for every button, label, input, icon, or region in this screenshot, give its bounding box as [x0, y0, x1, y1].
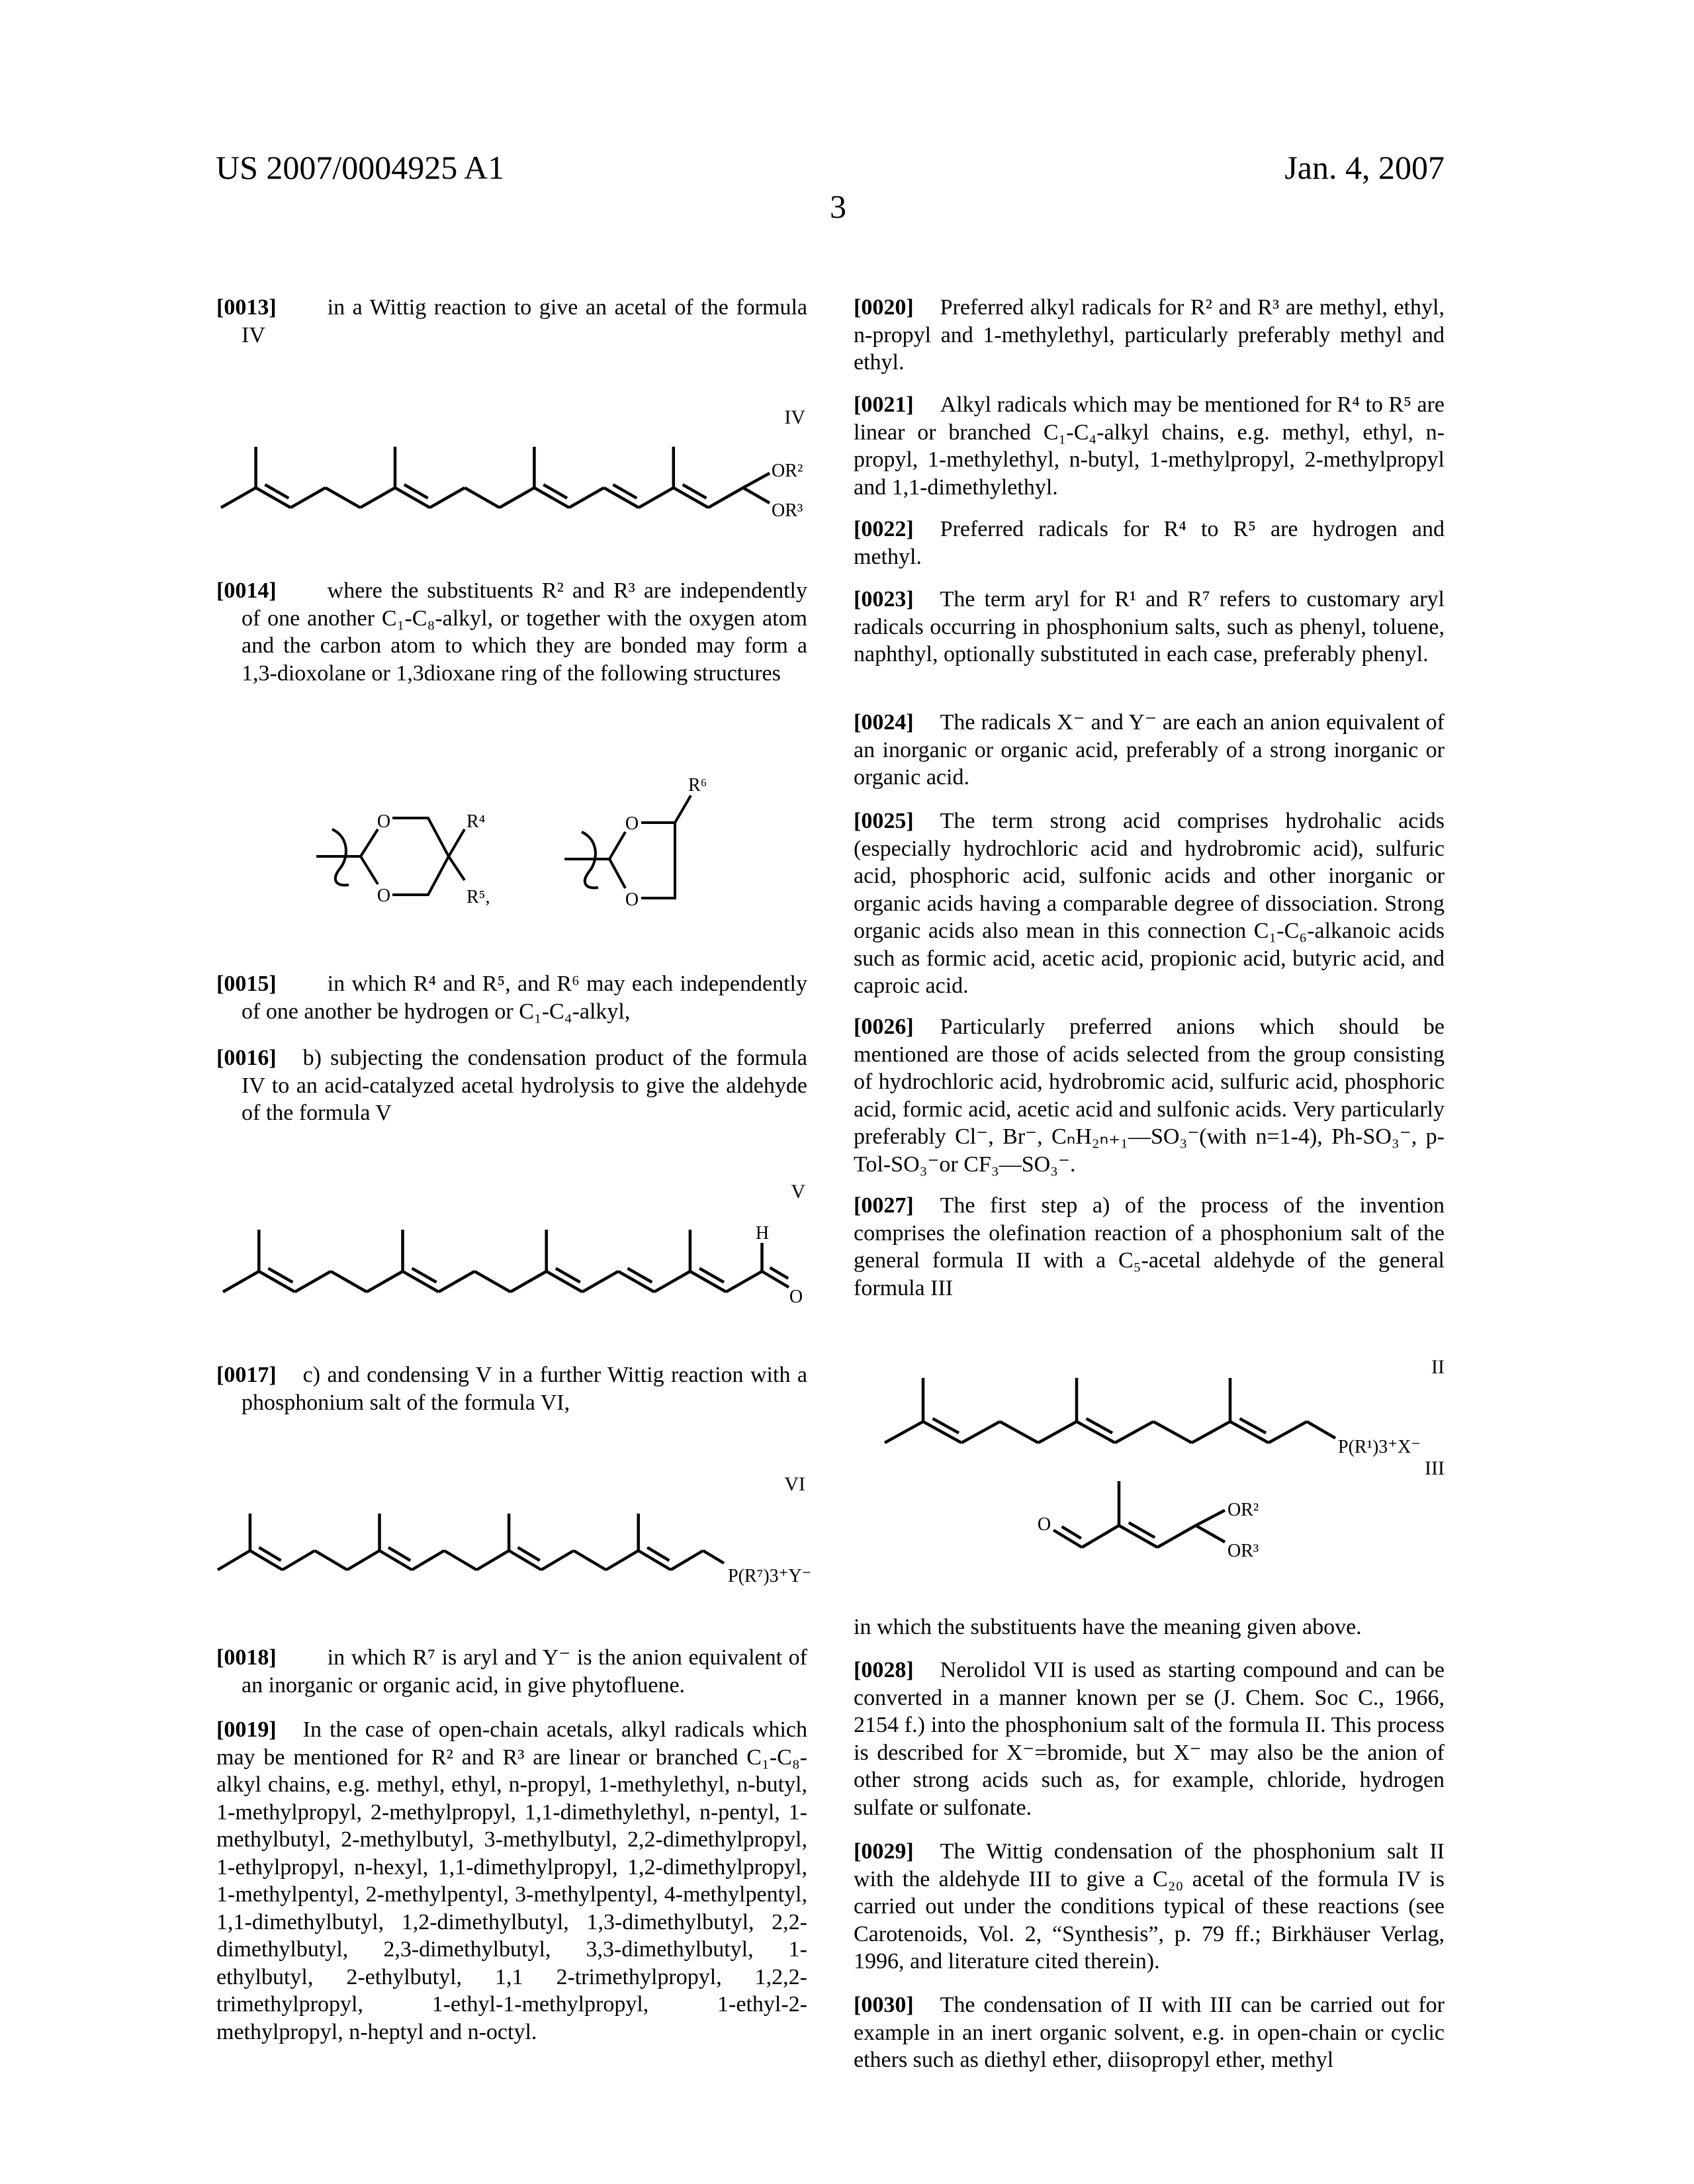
double-bond-line [770, 1267, 789, 1278]
bond [444, 1551, 476, 1570]
substituent-r5: R⁵, [467, 887, 490, 907]
formula-label-iii: III [1425, 1457, 1445, 1479]
paragraph-number: [0024] [854, 710, 914, 735]
structure-formula-iv [221, 447, 770, 508]
dioxolane-ring [609, 796, 691, 898]
bond [430, 488, 465, 508]
phosphonium-group: P(R⁷)3⁺Y⁻ [728, 1566, 811, 1586]
paragraph-text: b) subjecting the condensation product of the formula IV to an acid-catalyzed acetal hydrolysis to give the aldehyde of the formula V [242, 1046, 807, 1125]
bond [223, 1271, 259, 1292]
formula-label-vi: VI [784, 1473, 805, 1495]
paragraph-text: The condensation of II with III can be carried out for example in an inert organic solvent, e.g. in open-chain or cyclic ethers such as diethyl ether, diisopropyl ether, methyl [854, 1993, 1445, 2072]
double-bond-line [683, 484, 707, 498]
paragraph-number: [0014] [216, 578, 277, 603]
bond [218, 1551, 250, 1570]
bond [708, 488, 743, 508]
bond [1307, 1422, 1335, 1438]
formula-label-iv: IV [784, 406, 805, 428]
bond [500, 488, 535, 508]
atom-oxygen: O [625, 889, 639, 910]
atom-hydrogen: H [756, 1223, 769, 1244]
bond [1038, 1422, 1077, 1443]
double-bond-line [627, 1268, 652, 1282]
bond [743, 473, 770, 488]
bond [259, 1271, 294, 1292]
double-bond-line [518, 1547, 540, 1561]
substituent-r6: R⁶ [688, 775, 707, 796]
paragraph-text: The Wittig condensation of the phosphonium salt II with the aldehyde III to give a C₂₀ acetal of the formula IV is carried out under the conditions typical of these reactions (see Carotenoids, Vol. 2, “Synthesis”, p. 79 ff.; Birkhäuser Verlag, 1996, and literature cited therein). [854, 1839, 1445, 1974]
bond [569, 488, 604, 508]
double-bond-line [1087, 1418, 1112, 1433]
paragraph-text: in a Wittig reaction to give an acetal of the formula IV [242, 295, 807, 347]
bond [221, 488, 256, 508]
double-bond-line [388, 1547, 410, 1561]
bond [1115, 1422, 1153, 1443]
paragraph-number: [0016] [216, 1046, 277, 1070]
bond [403, 1271, 439, 1292]
formula-label-v: V [791, 1181, 805, 1203]
structure-formula-iii [1053, 1481, 1225, 1547]
paragraph-0024 [854, 709, 1445, 792]
substituent-or3: OR³ [1227, 1541, 1259, 1561]
paragraph-number: [0017] [216, 1363, 277, 1387]
bond [1157, 1525, 1196, 1547]
paragraph-0016 [216, 1044, 807, 1127]
paragraph-text: Alkyl radicals which may be mentioned for R⁴ to R⁵ are linear or branched C₁-C₄-alkyl chains, e.g. methyl, ethyl, n-propyl, 1-methylethyl, n-butyl, 1-methylpropyl, 2-methylpropyl and 1,1-dimethylethyl. [854, 392, 1445, 500]
paragraph-text: in which the substituents have the meaning given above. [854, 1615, 1362, 1639]
bond [1196, 1525, 1225, 1542]
paragraph-text: Particularly preferred anions which should be mentioned are those of acids selected from the group consisting of hydrochloric acid, hydrobromic acid, sulfuric acid, phosphoric acid, formic acid, acetic acid and sulfonic acids. Very particularly preferably Cl⁻, Br⁻, CₙH₂ₙ₊₁—SO₃⁻(with n=1-4), Ph-SO₃⁻, p-Tol-SO₃⁻or CF₃—SO₃⁻. [854, 1015, 1445, 1177]
double-bond-line [412, 1268, 437, 1282]
bond [639, 488, 674, 508]
bond [331, 1271, 367, 1292]
bond [885, 1422, 923, 1443]
bond [283, 1551, 315, 1570]
paragraph-number: [0027] [854, 1193, 914, 1218]
double-bond-line [1240, 1418, 1266, 1433]
paragraph-number: [0015] [216, 972, 277, 996]
bond [923, 1422, 961, 1443]
paragraph-continuation [854, 1614, 1445, 1641]
substituent-or2: OR² [772, 461, 803, 481]
wavy-bond-icon [316, 829, 361, 885]
bond [604, 488, 639, 508]
bond [412, 1551, 444, 1570]
page-number: 3 [830, 187, 846, 226]
bond [639, 1551, 671, 1570]
bond [295, 1271, 331, 1292]
publication-date: Jan. 4, 2007 [1284, 148, 1445, 187]
publication-number: US 2007/0004925 A1 [216, 148, 504, 187]
atom-oxygen: O [1038, 1514, 1051, 1535]
paragraph-text: In the case of open-chain acetals, alkyl radicals which may be mentioned for R² and R³ are linear or branched C₁-C₈-alkyl chains, e.g. methyl, ethyl, n-propyl, 1-methylethyl, n-butyl, 1-methylpropyl, 2-methylpropyl, 1,1-dimethylethyl, n-pentyl, 1-methylbutyl, 2-methylbutyl, 3-methylbutyl, 2,2-dimethylpropyl, 1-ethylpropyl, n-hexyl, 1,1-dimethylpropyl, 1,2-dimethylpropyl, 1-methylpentyl, 2-methylpentyl, 3-methylpentyl, 4-methylpentyl, 1,1-dimethylbutyl, 1,2-dimethylbutyl, 1,3-dimethylbutyl, 2,2-dimethylbutyl, 2,3-dimethylbutyl, 3,3-dimethylbutyl, 1-ethylbutyl, 2-ethylbutyl, 1,1 2-trimethylpropyl, 1,2,2-trimethylpropyl, 1-ethyl-1-methylpropyl, 1-ethyl-2-methylpropyl, n-heptyl and n-octyl. [216, 1717, 807, 2044]
paragraph-text: in which R⁴ and R⁵, and R⁶ may each independently of one another be hydrogen or C₁-C₄-alkyl, [242, 972, 807, 1024]
atom-oxygen: O [377, 886, 390, 906]
paragraph-number: [0021] [854, 392, 914, 417]
bond [315, 1551, 347, 1570]
bond [367, 1271, 402, 1292]
carbonyl-bond [1053, 1530, 1082, 1547]
paragraph-text: Preferred radicals for R⁴ to R⁵ are hydrogen and methyl. [854, 517, 1445, 569]
double-bond-line [265, 484, 289, 498]
bond [465, 488, 500, 508]
double-bond-line [699, 1268, 724, 1282]
paragraph-text: in which R⁷ is aryl and Y⁻ is the anion equivalent of an inorganic or organic acid, in give phytofluene. [242, 1645, 807, 1698]
phosphonium-group: P(R¹)3⁺X⁻ [1338, 1437, 1421, 1457]
bond [476, 1551, 509, 1570]
structure-formula-ii [885, 1378, 1335, 1443]
structure-dioxane-dioxolane [316, 796, 691, 898]
paragraph-0028 [854, 1657, 1445, 1821]
paragraph-text: where the substituents R² and R³ are independently of one another C₁-C₈-alkyl, or together with the oxygen atom and the carbon atom to which they are bonded may form a 1,3-dioxolane or 1,3dioxane ring of the following structures [242, 578, 807, 686]
paragraph-number: [0028] [854, 1658, 914, 1682]
bond [541, 1551, 574, 1570]
bond [726, 1271, 762, 1292]
carbonyl-bond [762, 1271, 789, 1287]
paragraph-text: The first step a) of the process of the invention comprises the olefination reaction of a phosphonium salt of the general formula II with a C₅-acetal aldehyde of the general formula III [854, 1193, 1445, 1300]
double-bond-line [1062, 1527, 1081, 1539]
paragraph-0020 [854, 294, 1445, 377]
double-bond-line [647, 1547, 669, 1561]
substituent-or3: OR³ [772, 500, 803, 521]
bond [534, 488, 569, 508]
paragraph-0019 [216, 1716, 807, 2046]
double-bond-line [404, 484, 428, 498]
double-bond-line [543, 484, 567, 498]
bond [703, 1551, 725, 1563]
bond [671, 1551, 703, 1570]
bond [380, 1551, 412, 1570]
paragraph-number: [0020] [854, 295, 914, 320]
bond [1153, 1422, 1192, 1443]
bond [1119, 1525, 1157, 1547]
paragraph-0015 [216, 970, 807, 1025]
wavy-bond-icon [564, 832, 609, 887]
paragraph-0014 [216, 577, 807, 687]
bond [547, 1271, 582, 1292]
formula-label-ii: II [1431, 1356, 1445, 1378]
paragraph-text: The radicals X⁻ and Y⁻ are each an anion equivalent of an inorganic or organic acid, preferably of a strong inorganic or organic acid. [854, 710, 1445, 790]
bond [474, 1271, 510, 1292]
bond [743, 488, 770, 503]
bond [1192, 1422, 1230, 1443]
structure-formula-vi [218, 1514, 724, 1570]
double-bond-line [933, 1418, 959, 1433]
paragraph-text: Preferred alkyl radicals for R² and R³ are methyl, ethyl, n-propyl and 1-methylethyl, particularly preferably methyl and ethyl. [854, 295, 1445, 375]
bond [654, 1271, 690, 1292]
paragraph-number: [0030] [854, 1993, 914, 2017]
double-bond-line [1129, 1523, 1155, 1537]
bond [290, 488, 326, 508]
paragraph-0022 [854, 516, 1445, 570]
bond [961, 1422, 1000, 1443]
paragraph-text: Nerolidol VII is used as starting compound and can be converted in a manner known per se (J. Chem. Soc C., 1966, 2154 f.) into the phosphonium salt of the formula II. This process is described for X⁻=bromide, but X⁻ may also be the anion of other strong acids such as, for example, chloride, hydrogen sulfate or sulfonate. [854, 1658, 1445, 1820]
substituent-or2: OR² [1227, 1500, 1259, 1520]
atom-oxygen: O [789, 1287, 803, 1307]
paragraph-text: The term aryl for R¹ and R⁷ refers to customary aryl radicals occurring in phosphonium salts, such as phenyl, toluene, naphthyl, optionally substituted in each case, preferably phenyl. [854, 587, 1445, 666]
paragraph-number: [0019] [216, 1717, 277, 1742]
bond [510, 1271, 546, 1292]
bond [395, 488, 430, 508]
bond [1077, 1422, 1115, 1443]
bond [618, 1271, 654, 1292]
paragraph-number: [0013] [216, 295, 277, 320]
paragraph-0026 [854, 1013, 1445, 1178]
bond [606, 1551, 639, 1570]
bond [1000, 1422, 1038, 1443]
paragraph-0027 [854, 1192, 1445, 1302]
paragraph-number: [0018] [216, 1645, 277, 1670]
paragraph-0018 [216, 1644, 807, 1699]
bond [326, 488, 361, 508]
bond [1196, 1510, 1225, 1525]
paragraph-number: [0025] [854, 809, 914, 833]
paragraph-0017 [216, 1361, 807, 1416]
paragraph-number: [0022] [854, 517, 914, 541]
bond [1230, 1422, 1269, 1443]
bond [256, 488, 291, 508]
paragraph-number: [0023] [854, 587, 914, 612]
atom-oxygen: O [625, 813, 639, 834]
paragraph-0023 [854, 586, 1445, 668]
atom-oxygen: O [377, 811, 390, 832]
bond [574, 1551, 606, 1570]
paragraph-0021 [854, 391, 1445, 501]
double-bond-line [268, 1268, 292, 1282]
bond [690, 1271, 726, 1292]
bond [509, 1551, 541, 1570]
paragraph-0030 [854, 1991, 1445, 2074]
paragraph-0029 [854, 1838, 1445, 1976]
paragraph-text: c) and condensing V in a further Wittig reaction with a phosphonium salt of the formula VI, [242, 1363, 807, 1415]
bond [347, 1551, 380, 1570]
bond [250, 1551, 283, 1570]
bond [1082, 1525, 1119, 1547]
dioxane-ring [361, 818, 465, 895]
bond [360, 488, 395, 508]
double-bond-line [613, 484, 637, 498]
double-bond-line [556, 1268, 580, 1282]
paragraph-text: The term strong acid comprises hydrohalic acids (especially hydrochloric acid and hydrobromic acid), sulfuric acid, phosphoric acid, sulfonic acids and other inorganic or organic acids having a comparable degree of dissociation. Strong organic acids also mean in this connection C₁-C₆-alkanoic acids such as formic acid, acetic acid, propionic acid, butyric acid, and caproic acid. [854, 809, 1445, 998]
structure-formula-v [223, 1230, 789, 1292]
bond [439, 1271, 474, 1292]
paragraph-0013 [216, 294, 807, 349]
paragraph-number: [0026] [854, 1015, 914, 1039]
substituent-r4: R⁴ [467, 811, 485, 832]
bond [1269, 1422, 1307, 1443]
bond [582, 1271, 618, 1292]
paragraph-number: [0029] [854, 1839, 914, 1864]
bond [674, 488, 709, 508]
paragraph-0025 [854, 807, 1445, 1000]
double-bond-line [259, 1547, 281, 1561]
